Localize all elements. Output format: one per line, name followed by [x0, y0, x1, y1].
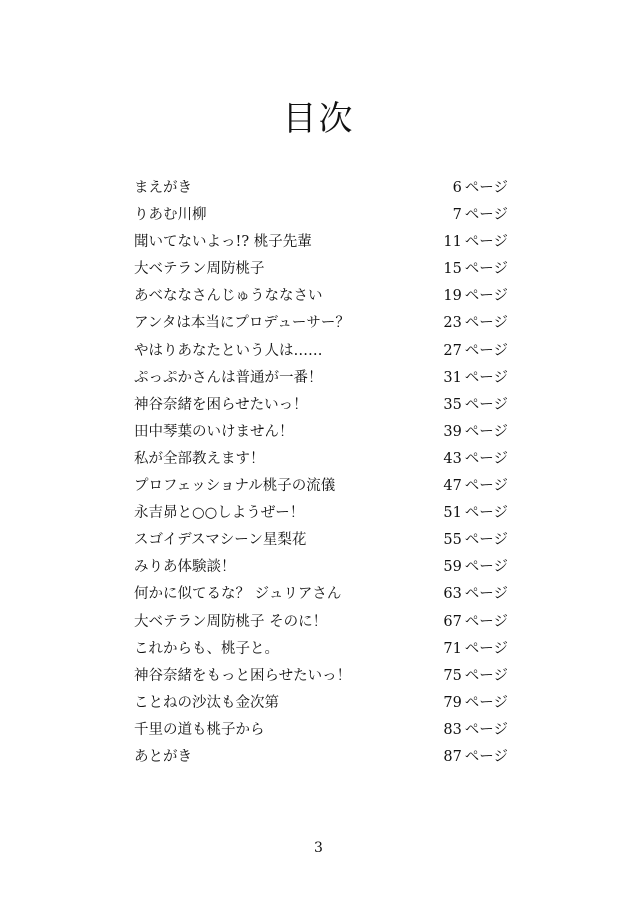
toc-entry-page [443, 690, 508, 717]
toc-entry-page-number: 31 [443, 369, 462, 386]
toc-entry [134, 229, 508, 256]
toc-entry-page-suffix: ページ [464, 721, 508, 738]
toc-entry-page-suffix: ページ [464, 369, 508, 386]
toc-entry-page-number: 43 [443, 450, 462, 467]
toc-entry-page-number: 79 [443, 694, 462, 711]
toc-entry-page [443, 744, 508, 771]
toc-entry-page-number: 7 [452, 207, 462, 224]
toc-entry-page-suffix: ページ [464, 234, 508, 251]
toc-entry-page-number: 15 [443, 261, 462, 278]
toc-entry-page-number: 11 [443, 234, 462, 251]
toc-entry-page [443, 310, 508, 337]
toc-entry-page-suffix: ページ [464, 532, 508, 549]
toc-entry-page-suffix: ページ [464, 559, 508, 576]
toc-entry [134, 338, 508, 365]
toc-entry-title: みりあ体験談！ [134, 559, 236, 576]
page-title: 目次 [282, 98, 355, 139]
toc-entry-page-suffix: ページ [464, 423, 508, 440]
page-number: 3 [314, 840, 323, 856]
toc-entry [134, 581, 508, 608]
toc-entry-title: 大ベテラン周防桃子 [134, 261, 265, 278]
toc-entry-page-suffix: ページ [464, 613, 508, 630]
toc-entry-page-suffix: ページ [464, 315, 508, 332]
toc-entry-page-suffix: ページ [464, 667, 508, 684]
toc-entry-title: あとがき [134, 748, 192, 765]
toc-entry-title: ことねの沙汰も金次第 [134, 694, 279, 711]
toc-entry-page [443, 636, 508, 663]
toc-entry-page-number: 87 [443, 748, 462, 765]
toc-entry-page [443, 256, 508, 283]
toc-entry-page-number: 19 [443, 288, 462, 305]
toc-entry-page-suffix: ページ [464, 261, 508, 278]
toc-entry [134, 473, 508, 500]
toc-entry-page [443, 663, 508, 690]
toc-entry [134, 310, 508, 337]
toc-entry [134, 500, 508, 527]
toc-entry-title: 何かに似てるな？ ジュリアさん [134, 586, 342, 603]
toc-entry-page [443, 283, 508, 310]
toc-entry-title: プロフェッショナル桃子の流儀 [134, 478, 336, 495]
toc-entry-page-number: 75 [443, 667, 462, 684]
toc-entry-page-number: 23 [443, 315, 462, 332]
toc-entry-page-number: 63 [443, 586, 462, 603]
toc-entry-page [443, 554, 508, 581]
toc-entry-page [443, 717, 508, 744]
toc-entry-page-suffix: ページ [464, 748, 508, 765]
toc-entry-title: 神谷奈緒をもっと困らせたいっ！ [134, 667, 352, 684]
toc-entry-title: 千里の道も桃子から [134, 721, 265, 738]
toc-entry-page-number: 39 [443, 423, 462, 440]
toc-entry-page-suffix: ページ [464, 450, 508, 467]
toc-entry-title: 大ベテラン周防桃子 そのに！ [134, 613, 328, 630]
toc-entry [134, 365, 508, 392]
toc-entry-page-number: 47 [443, 478, 462, 495]
toc-entry-page [443, 609, 508, 636]
toc-entry [134, 717, 508, 744]
toc-entry-title: 聞いてないよっ!? 桃子先輩 [134, 234, 312, 251]
toc-entry-page [443, 338, 508, 365]
toc-entry-page [443, 365, 508, 392]
toc-entry-page [453, 202, 508, 229]
toc-entry-page [443, 419, 508, 446]
toc-entry-title: あべななさんじゅうななさい [134, 288, 323, 305]
toc-entry [134, 663, 508, 690]
toc-entry-page [443, 527, 508, 554]
toc-entry [134, 256, 508, 283]
toc-entry [134, 175, 508, 202]
toc-entry-title: 私が全部教えます！ [134, 450, 265, 467]
toc-entry-page-suffix: ページ [464, 586, 508, 603]
toc-entry-page-suffix: ページ [464, 505, 508, 522]
toc-entry-page-number: 27 [443, 342, 462, 359]
toc-entry-page-suffix: ページ [464, 342, 508, 359]
toc-entry-page [443, 473, 508, 500]
toc-entry-page-number: 67 [443, 613, 462, 630]
toc-entry-title: まえがき [134, 180, 192, 196]
toc-entry-title: 神谷奈緒を困らせたいっ！ [134, 396, 308, 413]
toc-entry-page-suffix: ページ [464, 180, 508, 196]
toc-entry-page-number: 35 [443, 396, 462, 413]
toc-entry-title: 田中琴葉のいけません！ [134, 423, 294, 440]
toc-entry-page [443, 392, 508, 419]
toc-entry-page-number: 6 [452, 180, 462, 196]
toc-entry-page [453, 175, 508, 202]
toc-entry-title: アンタは本当にプロデューサー？ [134, 315, 350, 332]
toc-entry-page-suffix: ページ [464, 207, 508, 224]
toc-entry [134, 202, 508, 229]
toc-entry-page [443, 581, 508, 608]
toc-entry [134, 392, 508, 419]
toc-entry-title: スゴイデスマシーン星梨花 [134, 532, 307, 549]
toc-entry [134, 744, 508, 771]
toc-entry-page [443, 229, 508, 256]
toc-entry [134, 609, 508, 636]
toc-entry-page [443, 446, 508, 473]
toc-entry [134, 554, 508, 581]
toc-entry-page-number: 55 [443, 532, 462, 549]
toc-entry [134, 690, 508, 717]
toc-entry [134, 419, 508, 446]
toc-entry-page-number: 59 [443, 559, 462, 576]
toc-entry-page-number: 51 [443, 505, 462, 522]
toc-entry-page-suffix: ページ [464, 288, 508, 305]
toc-entry-title: やはりあなたという人は…… [134, 342, 323, 359]
toc-entry [134, 527, 508, 554]
toc-entry-page-suffix: ページ [464, 694, 508, 711]
toc-entry-title: 永吉昴と○○しようぜー！ [134, 505, 305, 522]
toc-entry-page-number: 83 [443, 721, 462, 738]
toc-entry [134, 446, 508, 473]
toc-entry-page-suffix: ページ [464, 640, 508, 657]
toc-entry-page [443, 500, 508, 527]
toc-entry-page-suffix: ページ [464, 396, 508, 413]
toc-entry [134, 636, 508, 663]
toc-entry [134, 283, 508, 310]
table-of-contents [134, 175, 508, 771]
toc-entry-title: りあむ川柳 [134, 207, 207, 224]
toc-entry-page-number: 71 [443, 640, 462, 657]
toc-entry-title: ぷっぷかさんは普通が一番！ [134, 369, 323, 386]
toc-entry-title: これからも、桃子と。 [134, 640, 279, 657]
toc-entry-page-suffix: ページ [464, 478, 508, 495]
